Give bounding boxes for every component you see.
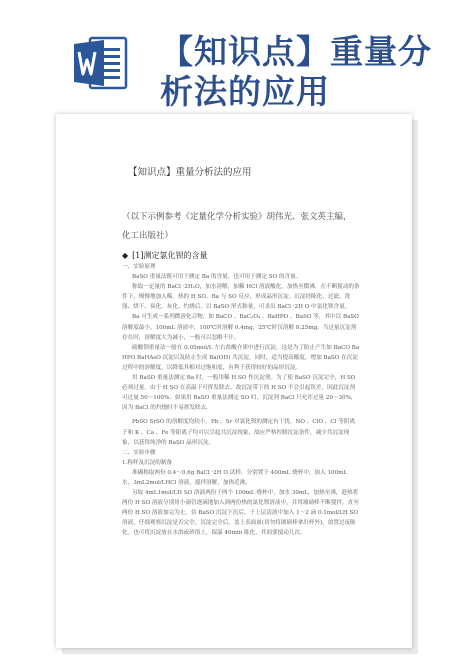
header-banner (0, 0, 474, 110)
body-paragraph: 一、实验原理 (122, 264, 156, 270)
body-paragraph: 用 BaSO 重量法测定 Ba 时，一般用稀 H SO 作沉淀剂。为了使 BaSO 沉淀完全，H SO 必须过量。由于 H SO 在高温下可挥发除去，故沉淀带下的 H SO 不会引起误差，因此沉淀剂可过量 50～100%。如果用 BaSO 重量法测定 SO 时，沉淀剂 BaCl 只允许过量 20～30%，因为 BaCl 的灼烧时不易挥发除去。 (122, 375, 357, 412)
body-paragraph: BaSO 重量法既可用于测定 Ba 的含量，也可用于测定 SO 的含量。 (132, 274, 302, 281)
body-paragraph: Ba 可生成一系列微溶化合物，如 BaCO 、BaC₂O₄ 、BaHPO 、BaSO 等，其中以 BaSO 溶解度最小，100mL 溶液中，100℃时溶解 0.4mg，25℃时仅溶解 0.25mg。当过量沉淀剂存在时，溶解度大为减小，一般可以忽略不计。 (122, 314, 359, 341)
diamond-bullet-icon: ◆ (122, 251, 129, 260)
body-paragraph: 称取一定量的 BaCl ·2H₂O，加水溶解，加稀 HCl 溶液酸化，加热至微沸，在不断搅动的条件下，慢慢地加入稀、热的 H SO，Ba 与 SO 反应，形成晶形沉淀。沉淀经陈化、过滤、洗涤、烘干、炭化、灰化、灼烧后，以 BaSO 形式称量，可求出 BaCl ·2H O 中氯化钡含量。 (122, 284, 360, 311)
document-heading: 【知识点】重量分析法的应用 (128, 167, 252, 178)
body-paragraph: 1.称样及沉淀的制备 (122, 459, 173, 466)
body-paragraph: 二、实验步骤 (122, 449, 156, 456)
body-paragraph: 准确称取两份 0.4～0.6g BaCl ·2H O 试样，分别置于 400mL 烧杯中，加入 100mL 水，3mL2mol/LHCl 溶液，搅拌溶解，加热近沸。 (122, 469, 348, 486)
word-document-icon (72, 34, 130, 92)
document-page (56, 114, 412, 648)
section-title (122, 250, 208, 261)
reference-note: （以下示例参考《定量化学分析实验》胡伟光、张文英主编，化工出版社） (122, 212, 352, 241)
body-paragraph: 硫酸钡重量法一般在 0.05mol/L 左右盐酸介质中进行沉淀，这是为了防止产生如 BaCO BaHPO BaHAsO 沉淀以及防止生成 Ba(OH) 共沉淀。同时，适当提高酸度，增加 BaSO 在沉淀过程中的溶解度，以降低其相对过饱和度，有利于获得较好的晶形沉淀。 (122, 344, 360, 371)
body-paragraph: 另取 4mL1mol/LH SO 溶液两份于两个 100mL 烧杯中，加水 30mL，加热至沸，趁热将两份 H SO 溶液分别用小滴管逐滴地加入到两份热的氯化钡溶液中，并用玻璃棒不断搅拌，直至两份 H SO 溶液加完为止。待 BaSO 沉淀下沉后，于上层清液中加入 1～2 滴 0.1mol/LH SO 溶液，仔细观察沉淀是否完全。沉淀完全后，盖上表面皿(切勿将玻璃棒拿出杯外)，放置过夜陈化。也可将沉淀放在水浴或砂浴上，保温 40min 陈化，其间要搅动几次。 (122, 490, 359, 537)
page-title-line-2: 析法的应用 (160, 72, 330, 111)
document-body (122, 262, 360, 539)
page-title-line-1: 【知识点】重量分 (160, 32, 432, 71)
section-title-text: [1]测定氯化钡的含量 (132, 251, 208, 260)
body-paragraph: PbSO SrSO 的溶解度均较小，Pb 、Sr 对氯化钡的测定有干扰。NO 、ClO 、Cl 等阴离子和 K 、Ca 、Fe 等阳离子均可以引起共沉淀现象，故应严格控制沉淀条件，减少共沉淀现象，以获得纯净的 BaSO 晶形沉淀。 (122, 419, 356, 446)
